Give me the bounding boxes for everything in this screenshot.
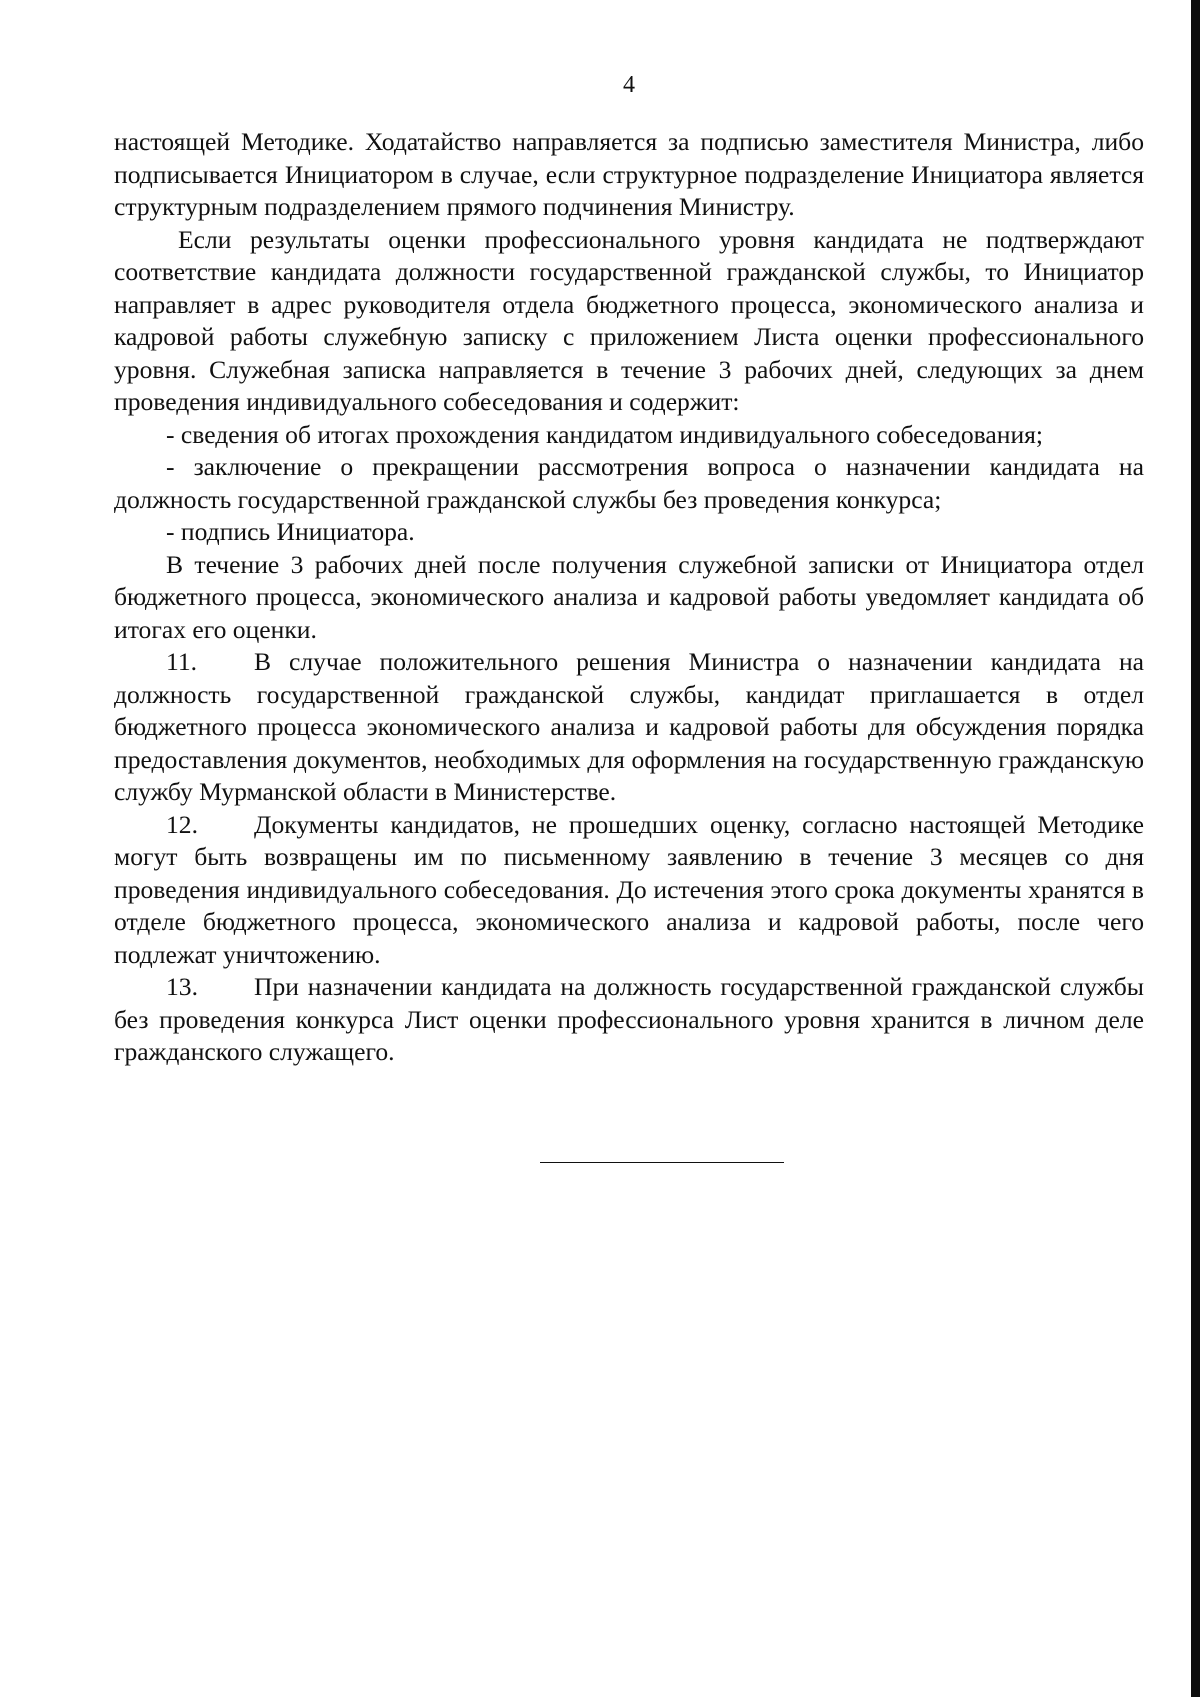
paragraph-text: настоящей Методике. Ходатайство направляется за подписью заместителя Министра, либо подписывается Инициатором в случае, если структурное подразделение Инициатора является структурным подразделением прямого подчинения Министру. xyxy=(114,127,1144,221)
paragraph-ministry-signature xyxy=(114,126,1144,224)
clause-11 xyxy=(114,646,1144,809)
paragraph-text: В течение 3 рабочих дней после получения служебной записки от Инициатора отдел бюджетного процесса, экономического анализа и кадровой работы уведомляет кандидата об итогах его оценки. xyxy=(114,549,1144,644)
paragraph-negative-result xyxy=(114,224,1144,419)
clause-number: 11. xyxy=(166,647,198,676)
list-item-text: - сведения об итогах прохождения кандидатом индивидуального собеседования; xyxy=(166,419,1044,449)
list-item-text: - подпись Инициатора. xyxy=(166,517,415,546)
clause-text: Документы кандидатов, не прошедших оценку, согласно настоящей Методике могут быть возвращены им по письменному заявлению в течение 3 месяцев со дня проведения индивидуального собеседования. До истечения этого срока документы хранятся в отделе бюджетного процесса, экономического анализа и кадровой работы, после чего подлежат уничтожению. xyxy=(114,809,1144,969)
clause-13 xyxy=(114,971,1144,1069)
document-body xyxy=(114,126,1144,1069)
clause-number: 12. xyxy=(166,809,198,839)
clause-text: При назначении кандидата на должность государственной гражданской службы без проведения конкурса Лист оценки профессионального уровня хранится в личном деле гражданского служащего. xyxy=(114,972,1144,1066)
clause-text: В случае положительного решения Министра о назначении кандидата на должность государственной гражданской службы, кандидат приглашается в отдел бюджетного процесса экономического анализа и кадровой работы для обсуждения порядка предоставления документов, необходимых для оформления на государственную гражданскую службу Мурманской области в Министерстве. xyxy=(114,647,1144,806)
list-item-initiator-signature xyxy=(114,516,1144,549)
list-item-termination-conclusion xyxy=(114,451,1144,516)
page-number: 4 xyxy=(623,72,635,98)
list-item-interview-results xyxy=(114,419,1144,452)
clause-number: 13. xyxy=(166,972,198,1001)
clause-12 xyxy=(114,809,1144,972)
paragraph-text: Если результаты оценки профессионального уровня кандидата не подтверждают соответствие кандидата должности государственной гражданской службы, то Инициатор направляет в адрес руководителя отдела бюджетного процесса, экономического анализа и кадровой работы служебную записку с приложением Листа оценки профессионального уровня. Служебная записка направляется в течение 3 рабочих дней, следующих за днем проведения индивидуального собеседования и содержит: xyxy=(114,224,1144,416)
scan-edge xyxy=(1191,0,1200,1697)
end-of-document-rule xyxy=(540,1162,784,1163)
paragraph-candidate-notification xyxy=(114,549,1144,647)
list-item-text: - заключение о прекращении рассмотрения вопроса о назначении кандидата на должность государственной гражданской службы без проведения конкурса; xyxy=(114,452,1144,514)
